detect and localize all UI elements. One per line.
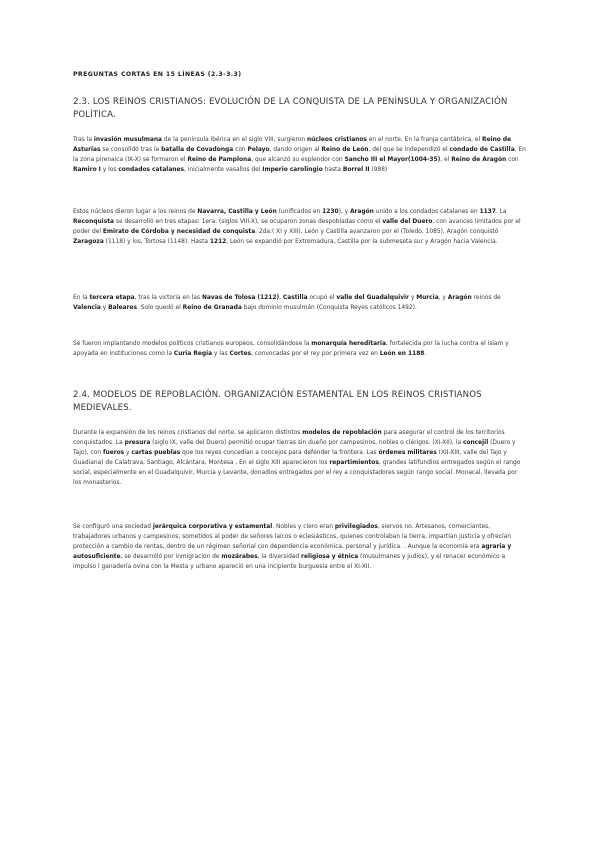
bold-term: núcleos cristianos <box>306 137 367 143</box>
text-run: y <box>124 450 132 457</box>
text-run: , dando origen al <box>269 147 322 154</box>
bold-term: agraria y autosuficiente <box>73 544 512 561</box>
bold-term: Reino de Granada <box>182 305 242 312</box>
bold-term: Murcia <box>416 295 439 301</box>
text-run: , fortalecida por la lucha contra el islam y apoyada en instituciones como la <box>73 341 509 358</box>
text-run: , que alcanzó su esplendor con <box>251 157 345 164</box>
text-run: , grandes latifundios entregados según el rango social, especialmente en el Guadalquivir, Murcia y Levante, donadios entregados por el rey a conquistadores según rango social. Monacal, llevada por los monasterios. <box>73 460 521 487</box>
bold-term: Imperio carolingio <box>262 167 323 174</box>
text-run: , León se expandió por Extremadura, Castilla por la submeseta sur y Aragón hacia Valencia. <box>226 239 498 246</box>
paragraph <box>73 428 527 489</box>
text-run: (siglo IX, valle del Duero) permitió ocupar tierras sin dueño por campesinos, nobles o clérigos. (XI-XII), la <box>150 440 463 447</box>
bold-term: condados catalanes <box>118 167 184 174</box>
bold-term: Cortes <box>229 351 252 358</box>
bold-term: 1212 <box>209 239 227 246</box>
text-run: En la <box>73 295 90 301</box>
text-run: , se desarrolló por inmigración de <box>120 554 222 561</box>
text-run: , la diversidad <box>257 554 302 561</box>
text-run: Durante la expansión de los reinos cristianos del norte, se aplicaron distintos <box>73 430 303 436</box>
text-run: , tras la victoria en las <box>134 295 202 301</box>
text-run: y <box>408 295 417 301</box>
text-run: reinos de <box>471 295 501 301</box>
bold-term: Emirato de Córdoba y necesidad de conquista <box>102 229 256 236</box>
bold-term: Ramiro I <box>73 167 101 174</box>
paragraph <box>73 207 527 247</box>
bold-term: Aragón <box>447 295 472 301</box>
bold-term: batalla de Covadonga <box>161 147 234 154</box>
bold-term: concejil <box>462 440 489 447</box>
bold-term: 1230 <box>322 209 339 215</box>
text-run: Tras la <box>73 137 94 143</box>
paragraph <box>73 339 527 359</box>
text-run: , inicialmente vasallos del <box>184 167 263 174</box>
text-run: , siervos no. Artesanos, comerciantes, trabajadores urbanos y campesinos; sometidos al poder de señores laicos o eclesiásticos, quienes controlaban la tierra, impartían justicia y ofrecían protección a cambio de rentas, dentro de un régimen señorial con dependencia económica, personal y jurídica. . Aunque la economía era <box>73 524 511 551</box>
bold-term: órdenes militares <box>378 450 437 457</box>
text-run: . En la zona pirenaica (IX-X) se formaron el <box>73 147 526 164</box>
text-run: . La <box>495 209 507 215</box>
text-run: se consolidó tras la <box>100 147 162 154</box>
bold-term: León en 1188 <box>379 351 425 358</box>
text-run: , del que se independizó el <box>368 147 450 154</box>
bold-term: mozárabes <box>221 554 258 561</box>
text-run: para asegurar el control de los territorios conquistados. La <box>73 430 505 447</box>
text-run: bajo dominio musulmán (Conquista Reyes católicos 1492). <box>241 305 417 312</box>
text-run: en el norte. En la franja cantábrica, el <box>366 137 483 143</box>
bold-term: Borrel II <box>342 167 370 174</box>
text-run: (1118) y los, Tortosa (1148). Hasta <box>103 239 210 246</box>
bold-term: Reino de Asturias <box>73 137 512 154</box>
bold-term: valle del Duero <box>382 219 433 226</box>
text-run: . Nobles y clero eran <box>272 524 335 530</box>
bold-term: Reconquista <box>73 219 114 226</box>
bold-term: Curia Regia <box>173 351 213 358</box>
bold-term: fueros <box>102 450 125 457</box>
bold-term: valle del Guadalquivir <box>336 295 409 301</box>
bold-term: modelos de repoblación <box>302 430 382 436</box>
bold-term: condado de Castilla <box>449 147 515 154</box>
text-run: se desarrolló en tres etapas: 1era: (siglos VIII-X), se ocuparon zonas despobladas como el <box>114 219 383 226</box>
bold-term: Castilla <box>282 295 308 301</box>
text-run: (Duero y Tajo), con <box>73 440 516 457</box>
bold-term: Baleares <box>108 305 138 312</box>
text-run: y los <box>100 167 119 174</box>
text-run: Se fueron implantando modelos políticos cristianos europeos, consolidándose la <box>73 341 312 347</box>
text-run: Se configuró una sociedad <box>73 524 153 530</box>
text-run: . Solo quedó el <box>137 305 183 312</box>
section-kicker: PREGUNTAS CORTAS EN 15 LÍNEAS (2.3-3.3) <box>73 71 242 78</box>
bold-term: Zaragoza <box>73 239 104 246</box>
paragraph <box>73 135 527 175</box>
bold-term: jerárquica corporativa y estamental <box>152 524 273 530</box>
text-run: Estos núcleos dieron lugar a los reinos de <box>73 209 198 215</box>
text-run: con <box>233 147 248 154</box>
bold-term: Reino de Pamplona <box>187 157 252 164</box>
bold-term: cartas pueblas <box>131 450 181 457</box>
bold-term: 1137 <box>479 209 496 215</box>
text-run: hasta <box>322 167 343 174</box>
text-run: , convocadas por el rey por primera vez en <box>251 351 380 358</box>
bold-term: tercera etapa <box>89 295 135 301</box>
bold-term: Navas de Tolosa (1212) <box>201 295 280 301</box>
bold-term: Valencia <box>73 305 101 312</box>
text-run: ocupó el <box>307 295 337 301</box>
text-run: . 2da:( XI y XIII), León y Castilla avanzaron por el (Toledo, 1085), Aragón conquistó <box>255 229 499 236</box>
text-run: , con avances limitados por el poder del <box>73 219 521 236</box>
text-run: , y <box>438 295 448 301</box>
text-run: (unificados en <box>276 209 323 215</box>
bold-term: privilegiados <box>334 524 378 530</box>
text-run: y <box>100 305 109 312</box>
bold-term: Pelayo <box>247 147 270 154</box>
text-run: de la península ibérica en el siglo VIII, surgieron <box>162 137 307 143</box>
bold-term: Reino de Aragón <box>451 157 507 164</box>
text-run: (988) <box>369 167 388 174</box>
bold-term: Navarra, Castilla y León <box>197 209 277 215</box>
bold-term: religiosa y étnica <box>301 554 359 561</box>
bold-term: Reino de León <box>321 147 369 154</box>
bold-term: presura <box>124 440 151 447</box>
text-run: ), y <box>338 209 350 215</box>
text-run: y las <box>212 351 230 358</box>
bold-term: monarquía hereditaria <box>311 341 386 347</box>
text-run: con <box>506 157 519 164</box>
bold-term: Sancho III el Mayor(1004-35) <box>344 157 441 164</box>
text-run: . <box>424 351 427 358</box>
section-heading-2-4: 2.4. MODELOS DE REPOBLACIÓN. ORGANIZACIÓN ESTAMENTAL EN LOS REINOS CRISTIANOS MEDIEVALES. <box>73 390 482 413</box>
text-run: (XII-XIII, valle del Tajo y Guadiana) de Calatrava, Santiago, Alcántara, Montesa . En el siglo XIII aparecieron los <box>73 450 507 467</box>
bold-term: invasión musulmana <box>93 137 163 143</box>
bold-term: Aragón <box>349 209 374 215</box>
bold-term: repartimientos <box>329 460 379 467</box>
paragraph <box>73 522 527 572</box>
text-run: , el <box>440 157 452 164</box>
text-run: (musulmanes y judíos), y el renacer económico a impulso l ganadería ovina con la Mesta y urbano apareció en una incipiente burguesía entre el XI-XII. <box>73 554 506 571</box>
text-run: unido a los condados catalanes en <box>373 209 480 215</box>
section-heading-2-3: 2.3. LOS REINOS CRISTIANOS: EVOLUCIÓN DE LA CONQUISTA DE LA PENÍNSULA Y ORGANIZACIÓN POLÍTICA. <box>73 97 508 120</box>
paragraph <box>73 293 527 313</box>
text-run: que los reyes concedían a concejos para defender la frontera. Las <box>180 450 379 457</box>
text-run: , <box>279 295 283 301</box>
